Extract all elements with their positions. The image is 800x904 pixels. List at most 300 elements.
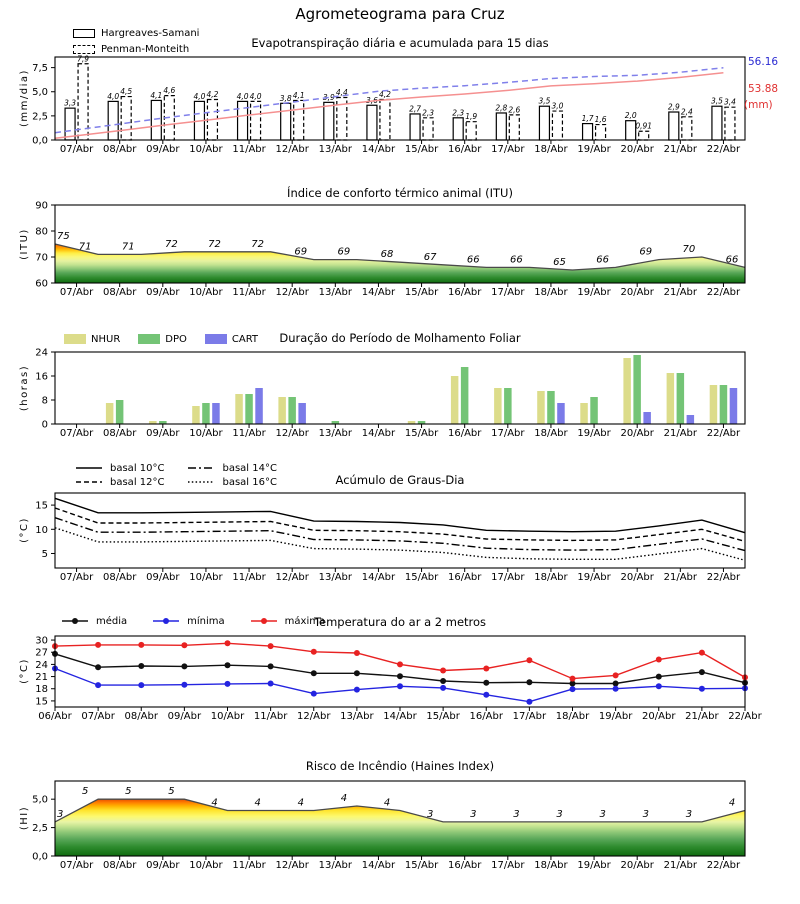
chart-title-molhamento: Duração do Período de Molhamento Foliar [279, 331, 521, 345]
x-tick-label: 14/Abr [361, 860, 396, 871]
data-point-média [95, 664, 101, 670]
x-tick-label: 20/Abr [620, 428, 654, 439]
bar-CART [730, 388, 738, 424]
area-fill [55, 799, 745, 856]
y-tick-label: 15 [35, 696, 48, 708]
value-label: 69 [294, 246, 308, 258]
x-tick-label: 07/Abr [59, 144, 94, 155]
value-label: 3 [599, 808, 606, 820]
bar-Penman-Monteith [552, 111, 562, 140]
series-line-basal 10°C [55, 498, 745, 532]
value-label: 66 [466, 254, 480, 266]
legend-swatch-CART [205, 334, 227, 344]
x-tick-label: 22/Abr [706, 287, 741, 298]
y-tick-label: 5,0 [32, 794, 48, 806]
data-point-mínima [268, 681, 274, 687]
y-tick-label: 30 [35, 635, 48, 647]
data-point-mínima [181, 682, 187, 688]
penman-cumulative-total: 56.16 [748, 56, 779, 68]
legend-item-CART [205, 332, 258, 346]
data-point-máxima [95, 642, 101, 648]
series-line-basal 16°C [55, 528, 745, 561]
x-tick-label: 15/Abr [404, 428, 439, 439]
ylabel-haines: (HI) [19, 805, 30, 831]
x-tick-label: 08/Abr [124, 711, 158, 722]
bar-value-label: 4,0 [107, 91, 120, 101]
value-label: 69 [337, 246, 351, 258]
data-point-mínima [397, 683, 403, 689]
legend-label: máxima [284, 615, 326, 627]
value-label: 4 [728, 797, 736, 809]
bar-DPO [461, 367, 469, 424]
x-tick-label: 15/Abr [404, 287, 439, 298]
y-tick-label: 15 [35, 500, 48, 512]
y-tick-label: 0,0 [32, 851, 48, 863]
bar-CART [557, 403, 565, 424]
legend-swatch-NHUR [64, 334, 86, 344]
data-point-máxima [656, 657, 662, 663]
chart-title-evapotranspiration: Evapotranspiração diária e acumulada para 15 dias [251, 36, 549, 50]
value-label: 4 [211, 797, 218, 809]
x-tick-label: 19/Abr [598, 711, 633, 722]
x-tick-label: 17/Abr [491, 860, 525, 871]
bar-DPO [633, 355, 641, 424]
chart-title-itu: Índice de conforto térmico animal (ITU) [287, 186, 513, 200]
bar-value-label: 4,1 [292, 90, 305, 100]
data-point-média [311, 670, 317, 676]
bar-DPO [504, 388, 512, 424]
bar-Hargreaves-Samani [712, 106, 722, 140]
value-label: 66 [510, 254, 523, 266]
chart-4 [35, 636, 762, 722]
bar-Penman-Monteith [380, 99, 390, 140]
value-label: 4 [254, 797, 261, 809]
x-tick-label: 11/Abr [232, 860, 266, 871]
y-tick-label: 70 [35, 252, 48, 264]
x-tick-label: 16/Abr [447, 572, 482, 583]
x-tick-label: 17/Abr [491, 572, 525, 583]
legend-evapotranspiration [73, 26, 199, 56]
legend-label: média [96, 615, 128, 627]
x-tick-label: 08/Abr [102, 572, 137, 583]
y-tick-label: 2,5 [32, 823, 48, 835]
bar-value-label: 2,9 [667, 102, 680, 112]
bar-value-label: 4,5 [120, 87, 133, 97]
value-label: 3 [685, 808, 693, 820]
bar-DPO [116, 400, 124, 424]
data-point-mínima [225, 681, 231, 687]
bar-value-label: 7,9 [77, 54, 90, 64]
bar-CART [643, 412, 651, 424]
chart-3 [35, 493, 745, 583]
value-label: 3 [470, 808, 477, 820]
x-tick-label: 10/Abr [189, 572, 223, 583]
data-point-mínima [138, 682, 144, 688]
bar-Penman-Monteith [121, 97, 131, 140]
value-label: 4 [383, 797, 391, 809]
y-tick-label: 27 [35, 647, 48, 659]
x-tick-label: 09/Abr [146, 572, 180, 583]
data-point-máxima [699, 650, 705, 656]
data-point-média [699, 669, 705, 675]
x-tick-label: 07/Abr [81, 711, 115, 722]
legend-swatch-média [60, 616, 90, 626]
data-point-máxima [613, 672, 619, 678]
legend-label: basal 16°C [222, 476, 277, 488]
value-label: 66 [725, 254, 739, 266]
y-tick-label: 80 [35, 226, 48, 238]
ylabel-evapotranspiration: (mm/dia) [19, 69, 30, 127]
value-label: 72 [165, 238, 178, 250]
bar-value-label: 4,6 [163, 86, 176, 96]
bar-value-label: 4,4 [335, 88, 348, 98]
chart-1 [35, 201, 745, 299]
value-label: 3 [57, 808, 64, 820]
x-tick-label: 14/Abr [361, 428, 396, 439]
x-tick-label: 18/Abr [534, 428, 568, 439]
x-tick-label: 18/Abr [534, 287, 568, 298]
legend-label: CART [231, 333, 259, 345]
bar-DPO [720, 385, 728, 424]
data-point-mínima [699, 686, 705, 692]
x-tick-label: 17/Abr [491, 428, 525, 439]
legend-swatch-basal 10°C [74, 463, 104, 473]
value-label: 4 [340, 793, 348, 804]
bar-NHUR [192, 406, 200, 424]
bar-NHUR [667, 373, 675, 424]
value-label: 68 [380, 249, 394, 261]
bar-Hargreaves-Samani [453, 118, 463, 140]
bar-Hargreaves-Samani [151, 100, 161, 140]
x-tick-label: 17/Abr [512, 711, 547, 722]
chart-0 [32, 54, 745, 155]
x-tick-label: 10/Abr [189, 428, 223, 439]
x-tick-label: 08/Abr [102, 860, 137, 871]
bar-value-label: 4,2 [378, 89, 391, 99]
y-tick-label: 18 [35, 684, 48, 696]
bar-value-label: 4,2 [206, 89, 219, 99]
bar-DPO [677, 373, 685, 424]
x-tick-label: 14/Abr [361, 572, 396, 583]
x-tick-label: 22/Abr [706, 572, 741, 583]
bar-Penman-Monteith [725, 107, 735, 140]
x-tick-label: 13/Abr [318, 572, 353, 583]
value-label: 72 [208, 238, 221, 250]
legend-item-basal 14°C [186, 461, 276, 475]
x-tick-label: 13/Abr [318, 287, 353, 298]
bar-Penman-Monteith [509, 115, 519, 140]
data-point-máxima [397, 661, 403, 667]
bar-CART [298, 403, 306, 424]
legend-item-basal 16°C [186, 475, 276, 489]
chart-title-graus-dia: Acúmulo de Graus-Dia [335, 473, 465, 487]
x-tick-label: 20/Abr [620, 144, 654, 155]
chart-5 [32, 781, 745, 871]
x-tick-label: 21/Abr [685, 711, 719, 722]
x-tick-label: 18/Abr [555, 711, 590, 722]
data-point-média [138, 663, 144, 669]
data-point-mínima [95, 682, 101, 688]
bar-NHUR [451, 376, 459, 424]
x-tick-label: 21/Abr [663, 428, 698, 439]
x-tick-label: 21/Abr [663, 572, 698, 583]
value-label: 67 [423, 251, 437, 263]
value-label: 70 [682, 244, 696, 255]
bar-value-label: 2,0 [624, 111, 637, 121]
value-label: 5 [125, 786, 132, 798]
value-label: 72 [251, 238, 264, 250]
bar-Hargreaves-Samani [367, 105, 377, 140]
legend-item-mínima [151, 614, 225, 628]
bar-value-label: 3,6 [365, 95, 378, 105]
x-tick-label: 07/Abr [59, 572, 94, 583]
ylabel-graus-dia: (°C) [19, 517, 30, 543]
data-point-mínima [354, 687, 360, 693]
x-tick-label: 22/Abr [706, 428, 741, 439]
data-point-máxima [440, 668, 446, 674]
data-point-máxima [526, 657, 532, 663]
x-tick-label: 19/Abr [577, 144, 611, 155]
chart-title-haines: Risco de Incêndio (Haines Index) [305, 759, 495, 773]
legend-item-NHUR [64, 332, 120, 346]
data-point-máxima [138, 642, 144, 648]
legend-swatch-mínima [151, 616, 181, 626]
legend-temperatura [60, 614, 325, 628]
value-label: 69 [639, 246, 653, 258]
bar-Penman-Monteith [294, 100, 304, 140]
x-tick-label: 16/Abr [447, 428, 482, 439]
bar-value-label: 4,1 [150, 90, 163, 100]
page-title: Agrometeograma para Cruz [295, 5, 505, 23]
x-tick-label: 12/Abr [275, 860, 309, 871]
y-tick-label: 0,0 [32, 135, 48, 147]
legend-label: Hargreaves-Samani [101, 27, 200, 39]
bar-value-label: 3,0 [551, 101, 564, 111]
data-point-mínima [311, 691, 317, 697]
data-point-média [181, 663, 187, 669]
bar-value-label: 4,0 [193, 91, 206, 101]
y-tick-label: 90 [35, 200, 48, 212]
value-label: 5 [168, 786, 175, 798]
x-tick-label: 16/Abr [447, 144, 482, 155]
bar-value-label: 2,8 [495, 103, 508, 113]
bar-Penman-Monteith [466, 122, 476, 140]
x-tick-label: 11/Abr [232, 144, 266, 155]
x-tick-label: 22/Abr [706, 144, 741, 155]
bar-DPO [245, 394, 253, 424]
legend-label: DPO [165, 333, 187, 345]
bar-value-label: 2,3 [422, 108, 435, 118]
bar-value-label: 0,91 [635, 121, 653, 131]
x-tick-label: 12/Abr [297, 711, 331, 722]
bar-Penman-Monteith [423, 118, 433, 140]
bar-value-label: 2,7 [409, 104, 422, 114]
x-tick-label: 22/Abr [706, 860, 741, 871]
data-point-máxima [181, 642, 187, 648]
y-tick-label: 2,5 [32, 111, 48, 123]
x-tick-label: 07/Abr [59, 428, 94, 439]
bar-NHUR [623, 358, 631, 424]
y-tick-label: 21 [35, 672, 48, 684]
bar-value-label: 3,5 [710, 96, 723, 106]
x-tick-label: 09/Abr [146, 144, 180, 155]
x-tick-label: 13/Abr [318, 428, 353, 439]
value-label: 4 [297, 797, 304, 809]
data-point-mínima [526, 699, 532, 705]
bar-CART [687, 415, 695, 424]
plot-border [55, 636, 745, 707]
data-point-mínima [656, 683, 662, 689]
value-label: 71 [121, 241, 135, 253]
ylabel-itu: (ITU) [19, 228, 30, 260]
x-tick-label: 14/Abr [383, 711, 417, 722]
legend-item-média [60, 614, 127, 628]
bar-value-label: 4,0 [249, 91, 262, 101]
legend-swatch-máxima [249, 616, 279, 626]
x-tick-label: 12/Abr [275, 572, 309, 583]
x-tick-label: 11/Abr [232, 287, 266, 298]
bar-Hargreaves-Samani [281, 103, 291, 140]
y-tick-label: 8 [41, 395, 48, 407]
legend-label: basal 10°C [110, 462, 165, 474]
x-tick-label: 16/Abr [447, 860, 482, 871]
x-tick-label: 10/Abr [210, 711, 245, 722]
bar-NHUR [710, 385, 718, 424]
x-tick-label: 18/Abr [534, 572, 568, 583]
data-point-média [526, 679, 532, 685]
bar-Hargreaves-Samani [410, 114, 420, 140]
value-label: 66 [596, 254, 609, 266]
legend-molhamento [64, 332, 258, 346]
bar-value-label: 1,7 [581, 114, 594, 124]
value-label: 5 [81, 786, 89, 798]
data-point-máxima [311, 649, 317, 655]
data-point-máxima [483, 666, 489, 672]
x-tick-label: 12/Abr [275, 428, 309, 439]
bar-value-label: 4,0 [236, 91, 249, 101]
bar-NHUR [580, 403, 588, 424]
x-tick-label: 08/Abr [102, 144, 137, 155]
legend-label: mínima [187, 615, 225, 627]
bar-value-label: 2,3 [452, 108, 465, 118]
bar-value-label: 1,6 [594, 115, 607, 125]
x-tick-label: 10/Abr [189, 860, 223, 871]
x-tick-label: 09/Abr [146, 428, 180, 439]
legend-swatch-basal 16°C [186, 477, 216, 487]
bar-Hargreaves-Samani [583, 124, 593, 140]
bar-Penman-Monteith [596, 125, 606, 140]
x-tick-label: 06/Abr [38, 711, 72, 722]
x-tick-label: 19/Abr [577, 428, 611, 439]
bar-NHUR [278, 397, 286, 424]
legend-label: NHUR [91, 333, 121, 345]
x-tick-label: 15/Abr [426, 711, 460, 722]
data-point-mínima [440, 685, 446, 691]
x-tick-label: 19/Abr [577, 287, 611, 298]
x-tick-label: 22/Abr [728, 711, 762, 722]
value-label: 3 [642, 808, 649, 820]
value-label: 3 [426, 808, 434, 820]
ylabel-temperatura: (°C) [19, 658, 30, 684]
x-tick-label: 07/Abr [59, 860, 94, 871]
bar-value-label: 3,5 [538, 96, 551, 106]
bar-Hargreaves-Samani [669, 112, 679, 140]
x-tick-label: 09/Abr [146, 860, 180, 871]
legend-swatch-Penman-Monteith [73, 45, 95, 54]
bar-DPO [590, 397, 598, 424]
x-tick-label: 08/Abr [102, 287, 137, 298]
x-tick-label: 13/Abr [340, 711, 374, 722]
bar-NHUR [106, 403, 114, 424]
data-point-média [225, 662, 231, 668]
x-tick-label: 15/Abr [404, 572, 439, 583]
cumulative-unit-label: (mm) [744, 99, 773, 111]
legend-swatch-DPO [138, 334, 160, 344]
bar-Penman-Monteith [682, 117, 692, 140]
x-tick-label: 11/Abr [232, 572, 266, 583]
x-tick-label: 21/Abr [663, 860, 698, 871]
data-point-média [268, 663, 274, 669]
data-point-máxima [225, 640, 231, 646]
x-tick-label: 17/Abr [491, 144, 525, 155]
bar-value-label: 1,9 [465, 112, 478, 122]
x-tick-label: 09/Abr [146, 287, 180, 298]
bar-value-label: 3,4 [723, 97, 736, 107]
bar-value-label: 3,8 [279, 93, 292, 103]
x-tick-label: 13/Abr [318, 144, 353, 155]
bar-DPO [202, 403, 210, 424]
bar-value-label: 2,4 [680, 107, 693, 117]
chart-2 [35, 348, 745, 440]
bar-Hargreaves-Samani [539, 106, 549, 140]
bar-DPO [547, 391, 555, 424]
bar-NHUR [235, 394, 243, 424]
x-tick-label: 14/Abr [361, 144, 396, 155]
x-tick-label: 15/Abr [404, 144, 439, 155]
data-point-mínima [613, 686, 619, 692]
legend-label: Penman-Monteith [101, 43, 190, 55]
data-point-máxima [354, 650, 360, 656]
data-point-média [440, 678, 446, 684]
bar-Hargreaves-Samani [324, 102, 334, 140]
x-tick-label: 16/Abr [447, 287, 482, 298]
x-tick-label: 21/Abr [663, 144, 698, 155]
x-tick-label: 10/Abr [189, 287, 223, 298]
data-point-mínima [570, 686, 576, 692]
bar-NHUR [494, 388, 502, 424]
bar-CART [212, 403, 220, 424]
bar-Hargreaves-Samani [65, 108, 75, 140]
legend-item-basal 10°C [74, 461, 164, 475]
legend-item-Hargreaves-Samani [73, 26, 199, 40]
x-tick-label: 17/Abr [491, 287, 525, 298]
x-tick-label: 21/Abr [663, 287, 698, 298]
bar-DPO [288, 397, 296, 424]
x-tick-label: 18/Abr [534, 144, 568, 155]
data-point-média [397, 673, 403, 679]
x-tick-label: 11/Abr [253, 711, 288, 722]
value-label: 75 [57, 231, 70, 242]
legend-item-máxima [249, 614, 325, 628]
legend-label: basal 12°C [110, 476, 165, 488]
y-tick-label: 10 [35, 524, 48, 536]
y-tick-label: 24 [35, 659, 48, 671]
x-tick-label: 20/Abr [642, 711, 676, 722]
chart-title-temperatura: Temperatura do ar a 2 metros [313, 615, 487, 629]
y-tick-label: 16 [35, 371, 48, 383]
bar-value-label: 3,3 [64, 98, 77, 108]
bar-CART [255, 388, 262, 424]
